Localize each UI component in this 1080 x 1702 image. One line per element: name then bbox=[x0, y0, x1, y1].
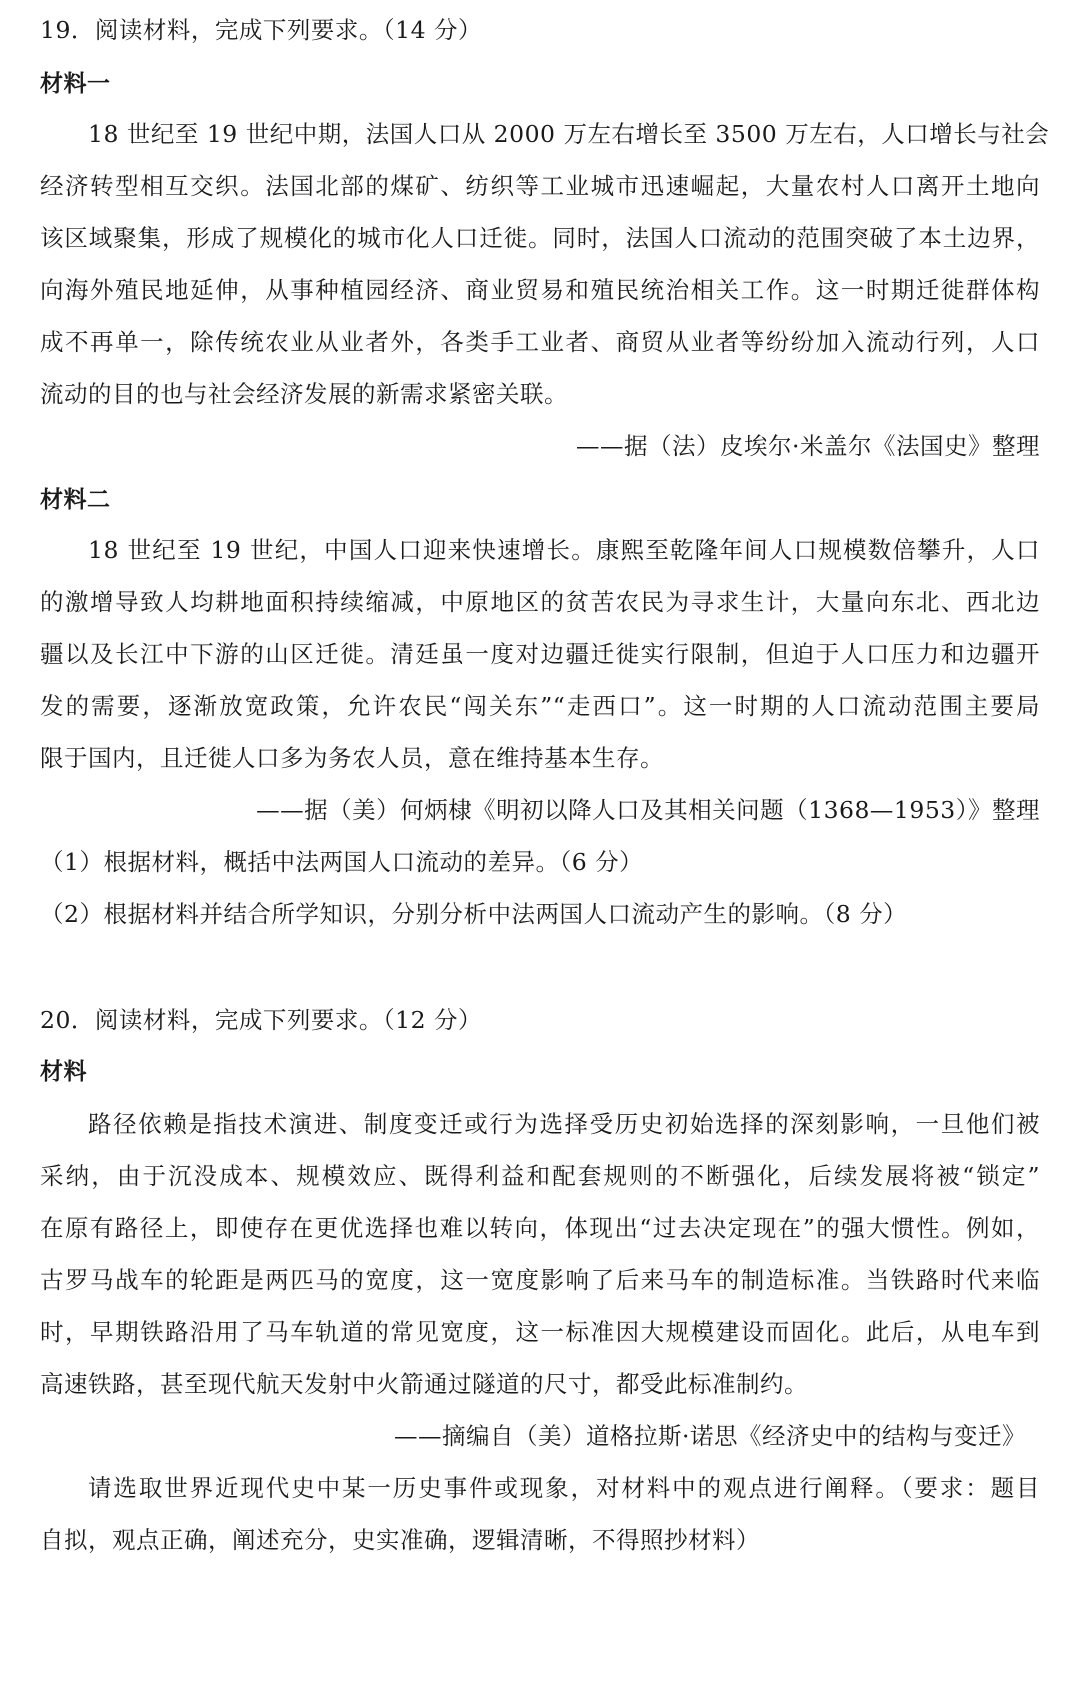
q20-task-line: 请选取世界近现代史中某一历史事件或现象，对材料中的观点进行阐释。（要求：题目 bbox=[88, 1474, 1040, 1502]
q19-material1-heading: 材料一 bbox=[40, 71, 111, 97]
q20-material-line: 时，早期铁路沿用了马车轨道的常见宽度，这一标准因大规模建设而固化。此后，从电车到 bbox=[40, 1318, 1040, 1346]
q19-material2-line: 18 世纪至 19 世纪，中国人口迎来快速增长。康熙至乾隆年间人口规模数倍攀升，人口 bbox=[88, 536, 1040, 564]
q19-material1-line: 18 世纪至 19 世纪中期，法国人口从 2000 万左右增长至 3500 万左右，人口增长与社会 bbox=[88, 120, 1050, 148]
q20-material-line: 在原有路径上，即使存在更优选择也难以转向，体现出“过去决定现在”的强大惯性。例如， bbox=[40, 1214, 1040, 1242]
q20-material-line: 古罗马战车的轮距是两匹马的宽度，这一宽度影响了后来马车的制造标准。当铁路时代来临 bbox=[40, 1266, 1040, 1294]
q19-material1-line: 流动的目的也与社会经济发展的新需求紧密关联。 bbox=[40, 380, 568, 408]
q19-title: 19．阅读材料，完成下列要求。（14 分） bbox=[40, 16, 483, 44]
q19-material2-line: 发的需要，逐渐放宽政策，允许农民“闯关东”“走西口”。这一时期的人口流动范围主要局 bbox=[40, 692, 1040, 720]
q19-material1-line: 该区域聚集，形成了规模化的城市化人口迁徙。同时，法国人口流动的范围突破了本土边界， bbox=[40, 224, 1040, 252]
q19-question-2: （2）根据材料并结合所学知识，分别分析中法两国人口流动产生的影响。（8 分） bbox=[40, 900, 908, 928]
q19-material1-source: ——据（法）皮埃尔·米盖尔《法国史》整理 bbox=[576, 432, 1040, 460]
q19-material2-source: ——据（美）何炳棣《明初以降人口及其相关问题（1368—1953）》整理 bbox=[256, 796, 1040, 824]
q20-material-line: 高速铁路，甚至现代航天发射中火箭通过隧道的尺寸，都受此标准制约。 bbox=[40, 1370, 808, 1398]
q19-question-1: （1）根据材料，概括中法两国人口流动的差异。（6 分） bbox=[40, 848, 644, 876]
q20-task-line: 自拟，观点正确，阐述充分，史实准确，逻辑清晰，不得照抄材料） bbox=[40, 1526, 760, 1554]
q20-material-heading: 材料 bbox=[40, 1059, 87, 1085]
q20-title: 20．阅读材料，完成下列要求。（12 分） bbox=[40, 1006, 483, 1034]
q20-material-source: ——摘编自（美）道格拉斯·诺思《经济史中的结构与变迁》 bbox=[394, 1422, 1026, 1450]
q19-material1-line: 经济转型相互交织。法国北部的煤矿、纺织等工业城市迅速崛起，大量农村人口离开土地向 bbox=[40, 172, 1040, 200]
q19-material2-heading: 材料二 bbox=[40, 487, 111, 513]
q20-material-line: 路径依赖是指技术演进、制度变迁或行为选择受历史初始选择的深刻影响，一旦他们被 bbox=[88, 1110, 1040, 1138]
q20-material-line: 采纳，由于沉没成本、规模效应、既得利益和配套规则的不断强化，后续发展将被“锁定” bbox=[40, 1162, 1040, 1190]
q19-material2-line: 疆以及长江中下游的山区迁徙。清廷虽一度对边疆迁徙实行限制，但迫于人口压力和边疆开 bbox=[40, 640, 1040, 668]
q19-material2-line: 限于国内，且迁徙人口多为务农人员，意在维持基本生存。 bbox=[40, 744, 664, 772]
q19-material1-line: 成不再单一，除传统农业从业者外，各类手工业者、商贸从业者等纷纷加入流动行列，人口 bbox=[40, 328, 1040, 356]
q19-material2-line: 的激增导致人均耕地面积持续缩减，中原地区的贫苦农民为寻求生计，大量向东北、西北边 bbox=[40, 588, 1040, 616]
q19-material1-line: 向海外殖民地延伸，从事种植园经济、商业贸易和殖民统治相关工作。这一时期迁徙群体构 bbox=[40, 276, 1040, 304]
